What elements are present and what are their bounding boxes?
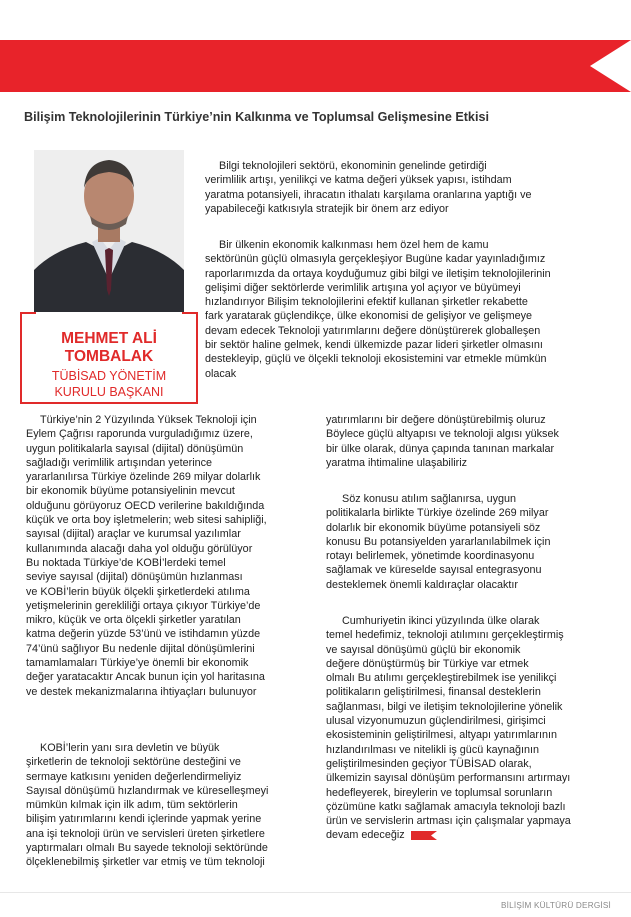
text-line: uygun politikalarla sayısal (dijital) dönüşümün: [26, 442, 244, 455]
text-line: sağlamak ve küreselde sayısal entegrasyonu: [326, 564, 542, 577]
left-paragraph-1: [26, 413, 267, 699]
text-line: katma değerin yüzde 53’ünü ve istihdamın yüzde: [26, 628, 261, 641]
text-line: ürün ve servislerin artması için çalışmalar yapmaya: [326, 815, 571, 828]
text-line: verimlilik artışı, yenilikçi ve katma değeri yüksek yapısı, istihdam: [205, 174, 512, 187]
footer-divider: [0, 892, 631, 893]
text-line: çözümüne katkı sağlamak amacıyla teknoloji bazlı: [326, 800, 566, 813]
text-line: yatırımlarını bir değere dönüştürebilmiş oluruz: [326, 414, 546, 426]
text-line: ve KOBİ’lerin büyük ölçekli şirketlerdeki atılıma: [26, 585, 250, 598]
text-line: yapabileceği katkısıyla stratejik bir önem arz ediyor: [205, 202, 449, 215]
text-line: ekosisteminin geliştirilmesi, altyapı yatırımlarının: [326, 729, 558, 742]
text-line: seviye sayısal (dijital) dönüşümün hızlanması: [26, 571, 243, 584]
text-line: mümkün kılmak için ilk adım, tüm sektörlerin: [26, 799, 238, 812]
text-line: ve sayısal dönüşümü güçlü bir ekonomik: [326, 643, 521, 656]
text-line: Bu noktada Türkiye’de KOBİ’lerdeki temel: [26, 556, 226, 569]
text-line: politikaların geliştirilmesi, finansal desteklerin: [326, 686, 541, 699]
text-line: olacak: [205, 367, 237, 380]
author-name-line1: MEHMET ALİ: [61, 330, 157, 347]
intro-paragraph-1: [205, 159, 531, 216]
text-line: bir ülke olarak, dünya çapında tanınan markalar: [326, 442, 555, 455]
text-line: temel hedefimiz, teknoloji atılımını gerçekleştirmiş: [326, 629, 564, 642]
text-line: geliştirilmesinden geçiyor TÜBİSAD olarak,: [326, 757, 532, 770]
text-line: sektörünün güçlü olmasıyla gerçekleşiyor Bugüne kadar yayınladığımız: [205, 253, 546, 266]
text-line: kullanımında alacağı daha yol olduğu görülüyor: [26, 542, 253, 555]
text-line: hedefleyerek, bireylerin ve toplumsal sorunların: [326, 786, 553, 799]
text-line: ana işi teknoloji ürün ve servisleri üreten şirketlere: [26, 827, 265, 840]
text-line: ölçeklenebilmiş şirketler var etmiş ve tüm teknoloji: [26, 856, 265, 869]
text-line: Bilgi teknolojileri sektörü, ekonominin genelinde getirdiği: [219, 160, 487, 172]
author-role-line1: TÜBİSAD YÖNETİM: [51, 369, 167, 383]
text-line: devam edeceğiz: [326, 828, 571, 842]
author-role-line2: KURULU BAŞKANI: [54, 385, 164, 399]
text-line: ve destek mekanizmalarına ihtiyaçları bulunuyor: [26, 685, 257, 698]
text-line: yaptırmaları olmalı Bu sayede teknoloji sektöründe: [26, 842, 268, 855]
text-line: mikro, küçük ve orta ölçekli şirketler yaratılan: [26, 614, 241, 627]
text-line: ulusal vizyonumuzun güçlendirilmesi, girişimci: [326, 715, 546, 728]
text-line: Sayısal dönüşümü hızlandırmak ve küreselleşmeyi: [26, 784, 269, 797]
text-line: ülkemizin sayısal dönüşüm performansını artırmayı: [326, 772, 571, 785]
text-line: Türkiye’nin 2 Yüzyılında Yüksek Teknoloji için: [40, 414, 257, 426]
author-box: [20, 312, 198, 404]
text-line: bir ekonomik büyüme potansiyelinin mevcut: [26, 485, 235, 498]
text-line: 74’ünü sağlıyor Bu nedenle dijital dönüşümlerini: [26, 642, 255, 655]
text-line: Bir ülkenin ekonomik kalkınması hem özel hem de kamu: [219, 239, 489, 251]
header-ribbon: [0, 40, 631, 92]
author-name-line2: TOMBALAK: [64, 348, 154, 365]
text-line: olduğunu görüyoruz OECD verilerine bakıldığında: [26, 499, 265, 512]
text-line: tamamlamaları Türkiye’ye önemli bir ekonomik: [26, 657, 249, 670]
intro-paragraph-2: [205, 238, 551, 381]
text-line: sayısal (dijital) araçlar ve kurumsal yazılımlar: [26, 528, 241, 541]
text-line: raporlarımızda da ortaya koyduğumuz gibi bilgi ve iletişim teknolojilerinin: [205, 267, 551, 280]
text-line: sermaye katkısını yeniden değerlendirmeliyiz: [26, 770, 242, 783]
text-line: fark yaratarak güçlendikçe, ülke ekonomisi de gelişiyor ve gelişmeye: [205, 310, 533, 323]
text-line: dolarlık bir ekonomik büyüme potansiyeli söz: [326, 521, 541, 534]
text-line: sağladığı verimlilik artışından yeterince: [26, 456, 213, 469]
magazine-name: BİLİŞİM KÜLTÜRÜ DERGİSİ: [501, 901, 611, 910]
text-line: yararlanılırsa Türkiye özelinde 269 milyar dolarlık: [26, 471, 261, 484]
text-line: değere dönüştürmüş bir Türkiye var etmek: [326, 657, 529, 670]
article-title: Bilişim Teknolojilerinin Türkiye’nin Kalkınma ve Toplumsal Gelişmesine Etkisi: [24, 110, 489, 124]
text-line: şirketlerin de teknoloji sektörüne desteğini ve: [26, 756, 241, 769]
text-line: bilişim yatırımlarını kendi içlerinde yapmak yerine: [26, 813, 262, 826]
text-line: rotayı belirlemek, yönetimde koordinasyonu: [326, 550, 535, 563]
text-line: konusu Bu potansiyelden yararlanılabilmek için: [326, 535, 551, 548]
text-line: destekleyip, güçlü ve ölçekli teknoloji ekosistemini var etmekle mümkün: [205, 353, 547, 366]
left-paragraph-2: [26, 741, 268, 870]
end-mark-icon: [411, 831, 437, 840]
text-line: KOBİ’lerin yanı sıra devletin ve büyük: [40, 742, 220, 754]
text-line: olmalı Bu atılımı gerçekleştirebilmek ise yenilikçi: [326, 672, 557, 685]
text-line: Böylece güçlü altyapısı ve teknoloji algısı yüksek: [326, 428, 559, 441]
right-paragraph-1: [326, 413, 559, 470]
text-line: Söz konusu atılım sağlanırsa, uygun: [342, 493, 517, 505]
right-paragraph-3: [326, 614, 571, 843]
right-paragraph-2: [326, 492, 550, 592]
text-line: hızlandırıyor Bilişim teknolojilerini efektif kullanan şirketler rekabette: [205, 296, 528, 309]
text-line: yaratma potansiyeli, ihracatın ithalatı karşılama oranlarına yaptığı ve: [205, 188, 532, 201]
text-line: Eylem Çağrısı raporunda vurguladığımız üzere,: [26, 428, 253, 441]
text-line: sağlanması, bilgi ve iletişim teknolojilerine yönelik: [326, 700, 563, 713]
text-line: desteklemek önemli kaldıraçlar olacaktır: [326, 578, 519, 591]
text-line: politikalarla birlikte Türkiye özelinde 269 milyar: [326, 507, 549, 520]
text-line: değer yaratacaktır Ancak bunun için yol haritasına: [26, 671, 265, 684]
text-line: hızlandırılması ve nitelikli iş gücü kaynağının: [326, 743, 540, 756]
text-line: yaratma ihtimaline ulaşabiliriz: [326, 456, 468, 469]
text-line: devam edecek Teknoloji yatırımlarını değere dönüştürerek globalleşen: [205, 324, 541, 337]
text-line: küçük ve orta boy işletmelerin; web sitesi sahipliği,: [26, 514, 267, 527]
author-photo: [34, 150, 184, 326]
text-line: yetişmelerinin gerekliliği ortaya çıkıyor Türkiye’de: [26, 599, 261, 612]
text-line: bir sektör haline gelmek, kendi ülkemizde pazar lideri şirketler olmasını: [205, 339, 543, 352]
text-line: Cumhuriyetin ikinci yüzyılında ülke olarak: [342, 615, 540, 627]
text-line: gelişimi diğer sektörlerde verimlilik artışına yol açıyor ve büyümeyi: [205, 281, 521, 294]
